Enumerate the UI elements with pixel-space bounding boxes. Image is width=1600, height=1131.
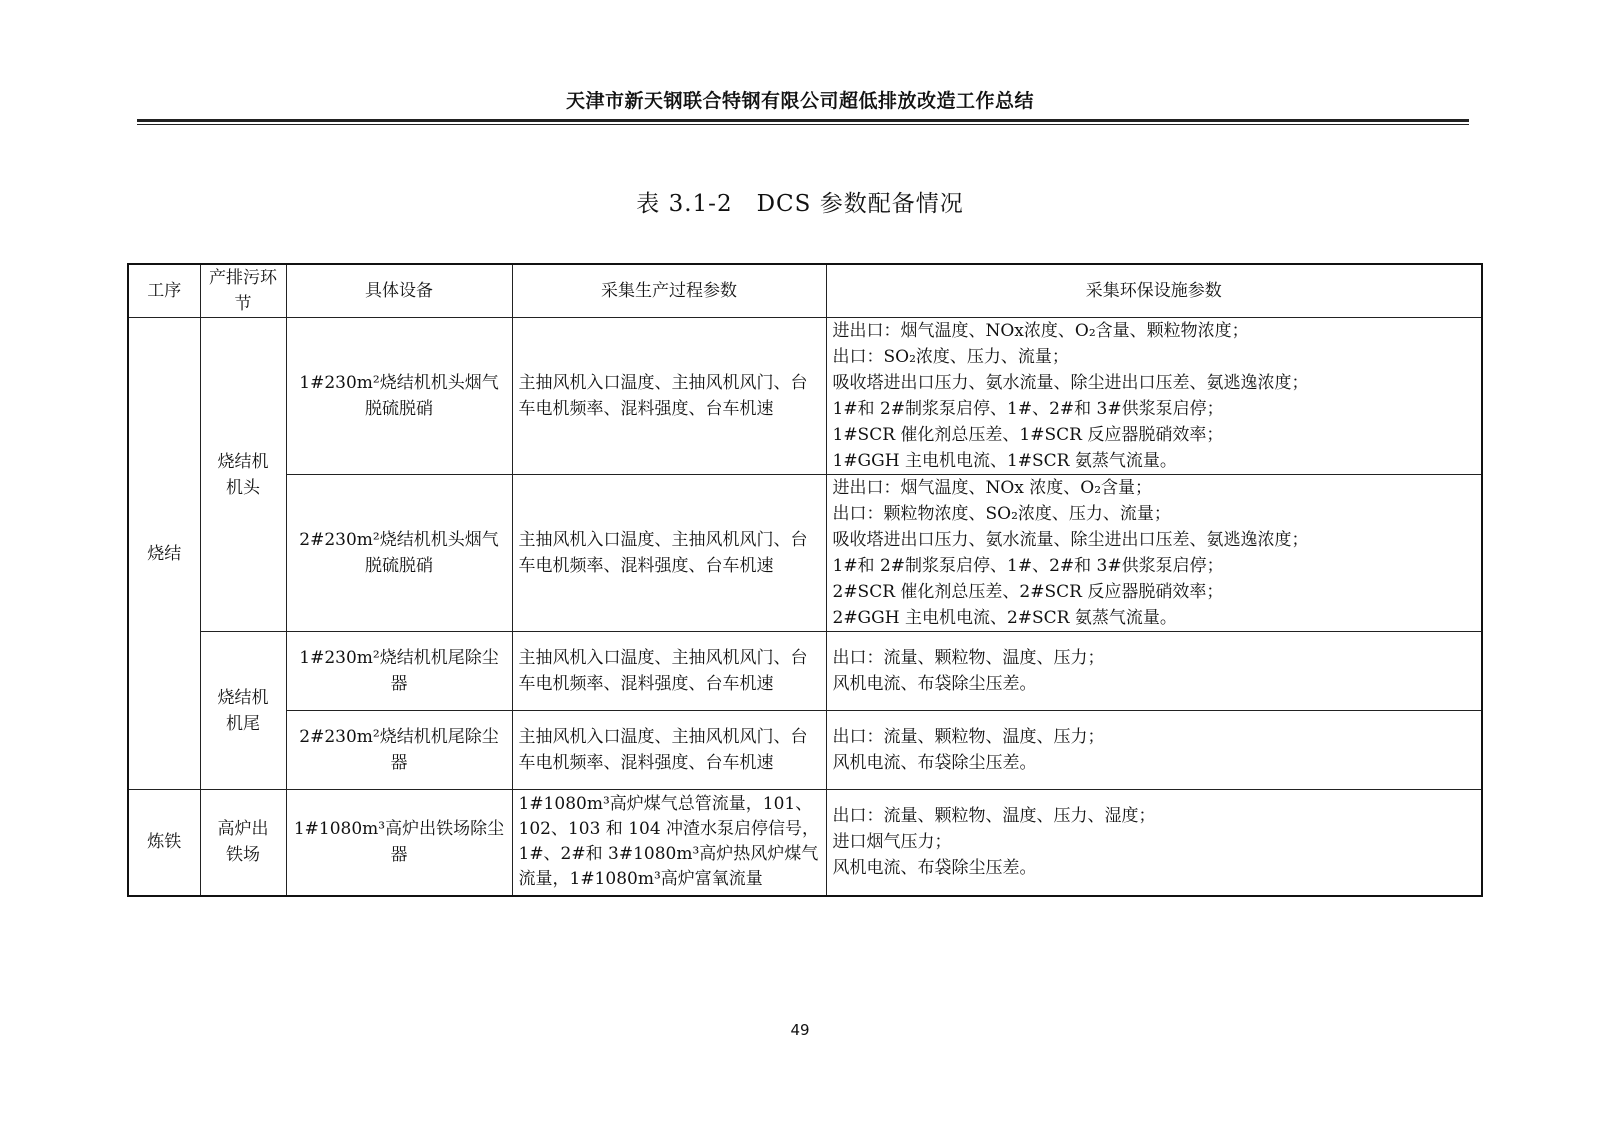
equipment-cell: 1#230m²烧结机机尾除尘器 <box>286 632 512 711</box>
header-rule-thin <box>137 124 1469 125</box>
table-row <box>128 711 1482 790</box>
table-row <box>128 475 1482 632</box>
header-env-params: 采集环保设施参数 <box>826 264 1482 318</box>
env-params-cell <box>826 475 1482 632</box>
env-param-line: 进出口：烟气温度、NOx 浓度、O₂含量； <box>832 478 1153 498</box>
header-emission-link: 产排污环节 <box>200 264 286 318</box>
env-param-line: 出口：颗粒物浓度、SO₂浓度、压力、流量； <box>832 504 1171 524</box>
table-caption: 表 3.1-2 DCS 参数配备情况 <box>636 191 964 217</box>
equipment-cell: 1#230m²烧结机机头烟气脱硫脱硝 <box>286 318 512 475</box>
link-cell-sinter-tail: 烧结机机尾 <box>200 632 286 790</box>
header-rule-thick <box>137 119 1469 122</box>
env-param-line: 2#GGH 主电机电流、2#SCR 氨蒸气流量。 <box>832 608 1177 628</box>
env-param-line: 风机电流、布袋除尘压差。 <box>832 858 1037 879</box>
header-process: 工序 <box>128 264 200 318</box>
document-header-title: 天津市新天钢联合特钢有限公司超低排放改造工作总结 <box>565 90 1034 112</box>
env-param-line: 吸收塔进出口压力、氨水流量、除尘进出口压差、氨逃逸浓度； <box>832 530 1309 550</box>
production-params-cell: 主抽风机入口温度、主抽风机风门、台车电机频率、混料强度、台车机速 <box>512 475 826 632</box>
env-param-line: 进口烟气压力； <box>832 832 952 853</box>
header-equipment: 具体设备 <box>286 264 512 318</box>
env-param-line: 风机电流、布袋除尘压差。 <box>832 753 1037 773</box>
table-row <box>128 318 1482 475</box>
process-cell-sintering: 烧结 <box>128 318 200 790</box>
header-production-params: 采集生产过程参数 <box>512 264 826 318</box>
table-row <box>128 632 1482 711</box>
env-param-line: 1#SCR 催化剂总压差、1#SCR 反应器脱硝效率； <box>832 425 1224 445</box>
table-row <box>128 790 1482 896</box>
env-params-cell <box>826 711 1482 790</box>
link-cell-tapping: 高炉出铁场 <box>200 790 286 896</box>
production-params-cell: 主抽风机入口温度、主抽风机风门、台车电机频率、混料强度、台车机速 <box>512 318 826 475</box>
equipment-cell: 2#230m²烧结机机头烟气脱硫脱硝 <box>286 475 512 632</box>
env-param-line: 1#和 2#制浆泵启停、1#、2#和 3#供浆泵启停； <box>832 556 1224 576</box>
env-param-line: 出口：流量、颗粒物、温度、压力； <box>832 727 1105 747</box>
page-number: 49 <box>790 1021 810 1039</box>
env-param-line: 出口：SO₂浓度、压力、流量； <box>832 347 1069 367</box>
env-param-line: 1#和 2#制浆泵启停、1#、2#和 3#供浆泵启停； <box>832 399 1224 419</box>
env-param-line: 2#SCR 催化剂总压差、2#SCR 反应器脱硝效率； <box>832 582 1224 602</box>
env-param-line: 出口：流量、颗粒物、温度、压力、湿度； <box>832 806 1156 827</box>
dcs-parameter-table <box>127 263 1483 897</box>
env-params-cell <box>826 632 1482 711</box>
env-param-line: 进出口：烟气温度、NOx浓度、O₂含量、颗粒物浓度； <box>832 321 1249 341</box>
env-param-line: 吸收塔进出口压力、氨水流量、除尘进出口压差、氨逃逸浓度； <box>832 373 1309 393</box>
env-param-line: 1#GGH 主电机电流、1#SCR 氨蒸气流量。 <box>832 451 1177 471</box>
equipment-cell: 2#230m²烧结机机尾除尘器 <box>286 711 512 790</box>
process-cell-ironmaking: 炼铁 <box>128 790 200 896</box>
production-params-cell: 主抽风机入口温度、主抽风机风门、台车电机频率、混料强度、台车机速 <box>512 711 826 790</box>
production-params-cell: 主抽风机入口温度、主抽风机风门、台车电机频率、混料强度、台车机速 <box>512 632 826 711</box>
equipment-cell: 1#1080m³高炉出铁场除尘器 <box>286 790 512 896</box>
env-params-cell <box>826 318 1482 475</box>
link-cell-sinter-head: 烧结机机头 <box>200 318 286 632</box>
env-param-line: 出口：流量、颗粒物、温度、压力； <box>832 648 1105 668</box>
env-param-line: 风机电流、布袋除尘压差。 <box>832 674 1037 694</box>
table-header-row <box>128 264 1482 318</box>
env-params-cell <box>826 790 1482 896</box>
production-params-cell: 1#1080m³高炉煤气总管流量，101、102、103 和 104 冲渣水泵启停信号，1#、2#和 3#1080m³高炉热风炉煤气流量，1#1080m³高炉富氧流量 <box>512 790 826 896</box>
